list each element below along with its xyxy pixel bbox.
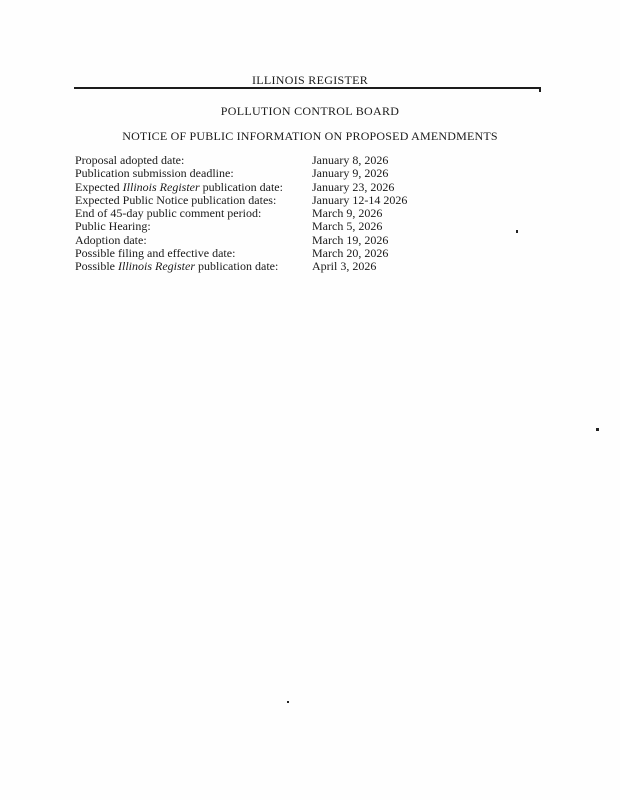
header-rule bbox=[74, 87, 541, 89]
schedule-label bbox=[75, 167, 312, 180]
schedule-row bbox=[75, 181, 545, 194]
scan-speck bbox=[287, 701, 289, 703]
label-italic: Illinois Register bbox=[118, 259, 196, 274]
label-prefix: Expected Public Notice publication dates: bbox=[75, 192, 277, 207]
schedule-row bbox=[75, 167, 545, 180]
schedule-row bbox=[75, 260, 545, 273]
schedule-label bbox=[75, 247, 312, 260]
schedule-table bbox=[75, 154, 545, 274]
schedule-label bbox=[75, 260, 312, 273]
label-prefix: Proposal adopted date: bbox=[75, 153, 185, 167]
label-prefix: Expected bbox=[75, 179, 123, 194]
label-prefix: Adoption date: bbox=[75, 232, 147, 247]
register-title: ILLINOIS REGISTER bbox=[251, 73, 369, 87]
org-title: POLLUTION CONTROL BOARD bbox=[220, 104, 400, 118]
schedule-date: March 9, 2026 bbox=[312, 206, 383, 221]
schedule-row bbox=[75, 194, 545, 207]
label-prefix: Possible filing and effective date: bbox=[75, 246, 236, 261]
schedule-date: January 8, 2026 bbox=[312, 153, 389, 167]
label-prefix: Public Hearing: bbox=[75, 219, 151, 234]
scan-speck bbox=[516, 230, 518, 233]
schedule-label bbox=[75, 194, 312, 207]
schedule-row bbox=[75, 220, 545, 233]
schedule-date: January 12-14 2026 bbox=[312, 192, 408, 207]
schedule-label bbox=[75, 181, 312, 194]
header-rule-end-tick bbox=[539, 88, 541, 92]
label-prefix: End of 45-day public comment period: bbox=[75, 206, 262, 221]
schedule-date: January 23, 2026 bbox=[312, 179, 395, 194]
label-suffix: publication date: bbox=[195, 259, 279, 274]
schedule-label bbox=[75, 220, 312, 233]
schedule-row bbox=[75, 207, 545, 220]
schedule-date: March 19, 2026 bbox=[312, 232, 389, 247]
label-suffix: publication date: bbox=[199, 179, 283, 194]
schedule-date: January 9, 2026 bbox=[312, 166, 389, 181]
schedule-label bbox=[75, 234, 312, 247]
schedule-label bbox=[75, 207, 312, 220]
schedule-date: April 3, 2026 bbox=[312, 259, 377, 274]
label-prefix: Possible bbox=[75, 259, 119, 274]
schedule-row bbox=[75, 234, 545, 247]
schedule-row bbox=[75, 154, 545, 167]
label-prefix: Publication submission deadline: bbox=[75, 166, 234, 181]
schedule-label bbox=[75, 154, 312, 167]
schedule-date: March 5, 2026 bbox=[312, 219, 383, 234]
schedule-date: March 20, 2026 bbox=[312, 246, 389, 261]
schedule-row bbox=[75, 247, 545, 260]
label-italic: Illinois Register bbox=[122, 179, 200, 194]
notice-title: NOTICE OF PUBLIC INFORMATION ON PROPOSED AMENDMENTS bbox=[122, 129, 498, 143]
scan-speck bbox=[596, 428, 599, 431]
